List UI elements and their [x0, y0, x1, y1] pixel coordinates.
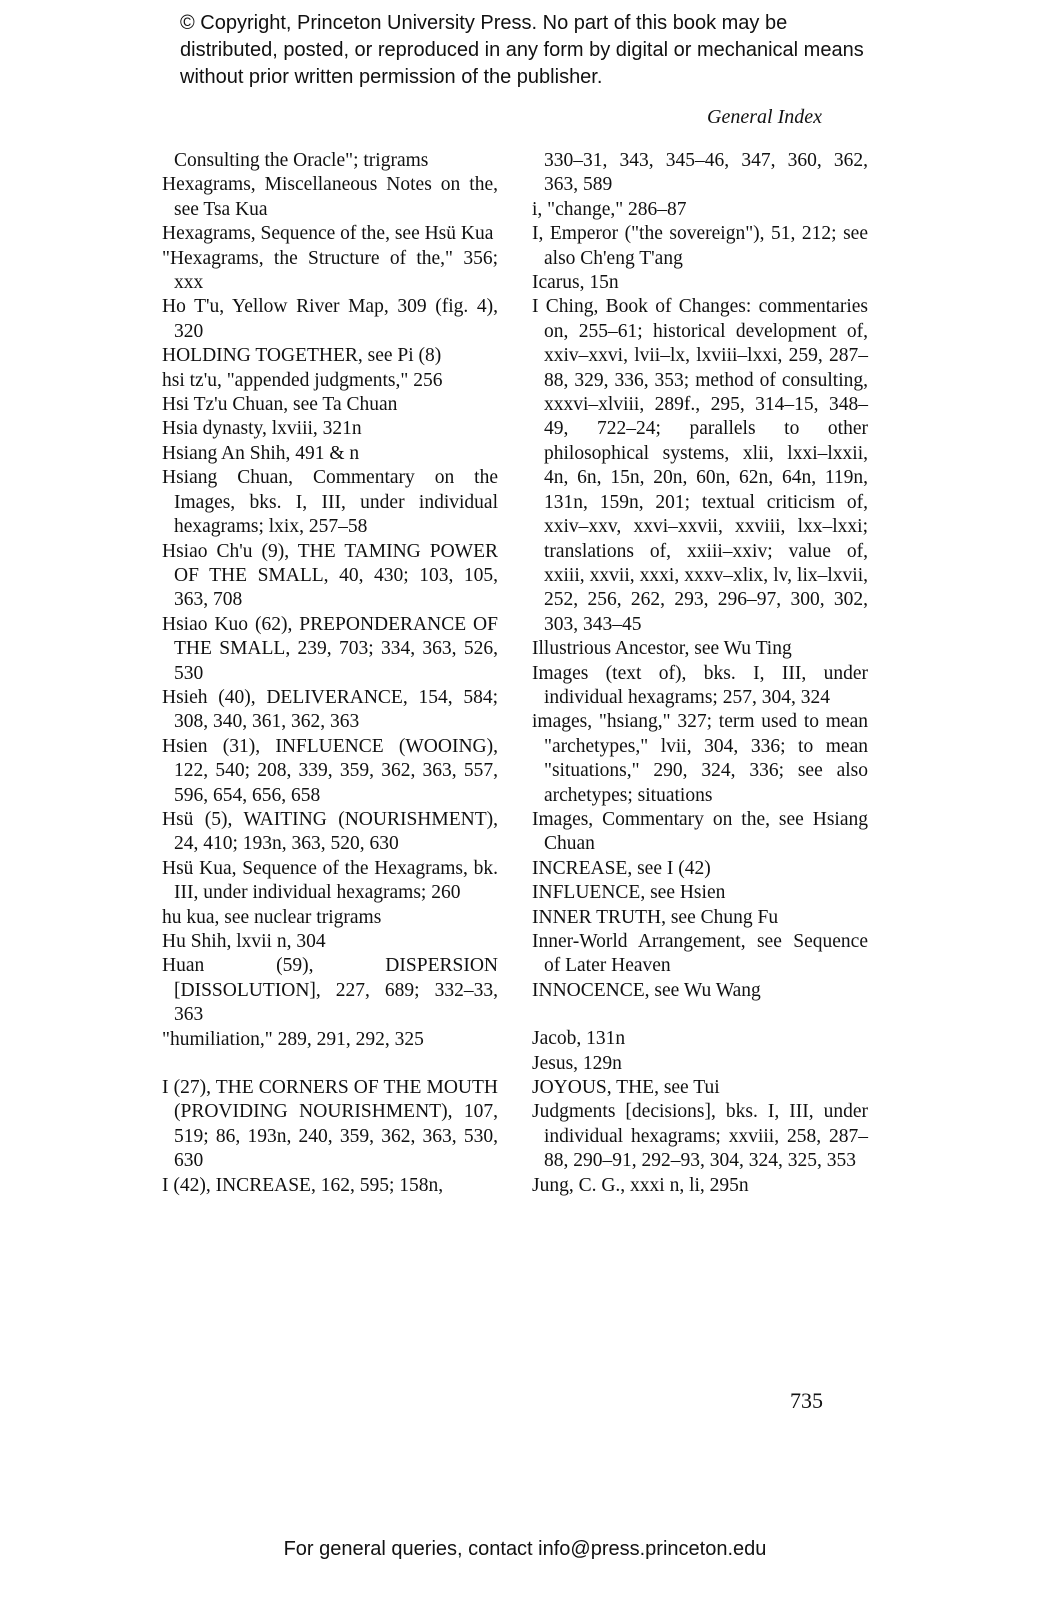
- index-entry: HOLDING TOGETHER, see Pi (8): [162, 345, 442, 367]
- index-gap: [162, 1052, 498, 1076]
- index-entry: Jung, C. G., xxxi n, li, 295n: [532, 1174, 749, 1196]
- index-entry: Consulting the Oracle"; trigrams: [174, 150, 429, 171]
- index-entry: INFLUENCE, see Hsien: [532, 882, 726, 904]
- index-entry: INNOCENCE, see Wu Wang: [532, 979, 761, 1001]
- index-entry: Jacob, 131n: [532, 1028, 626, 1050]
- index-entry: Hsia dynasty, lxviii, 321n: [162, 418, 362, 440]
- index-entry: 330–31, 343, 345–46, 347, 360, 362, 363, 589: [544, 150, 868, 196]
- index-entry: Huan (59), DISPERSION [DISSOLUTION], 227, 689; 332–33, 363: [162, 955, 498, 1026]
- index-entry: Hsiang An Shih, 491 & n: [162, 442, 360, 464]
- index-column-left: [162, 149, 498, 1198]
- index-gap: [532, 1003, 868, 1027]
- index-entry: Inner-World Arrangement, see Sequence of Later Heaven: [532, 931, 868, 977]
- index-entry: INNER TRUTH, see Chung Fu: [532, 906, 779, 928]
- footer-contact: For general queries, contact info@press.princeton.edu: [283, 1538, 767, 1560]
- index-entry: Judgments [decisions], bks. I, III, under individual hexagrams; xxviii, 258, 287–88, 290–91, 292–93, 304, 324, 325, 353: [532, 1101, 868, 1172]
- index-entry: Hsü (5), WAITING (NOURISHMENT), 24, 410; 193n, 363, 520, 630: [162, 808, 498, 855]
- index-entry: I, Emperor ("the sovereign"), 51, 212; see also Ch'eng T'ang: [532, 223, 868, 269]
- running-head: General Index: [707, 106, 822, 128]
- copyright-notice: © Copyright, Princeton University Press. No part of this book may be distributed, posted, or reproduced in any form by digital or mechanical means without prior written permission of the publisher.: [180, 12, 864, 88]
- index-entry: I (42), INCREASE, 162, 595; 158n,: [162, 1174, 444, 1196]
- index-entry: Hexagrams, Miscellaneous Notes on the, see Tsa Kua: [162, 174, 498, 220]
- index-entry: hu kua, see nuclear trigrams: [162, 906, 382, 928]
- index-entry: images, "hsiang," 327; term used to mean "archetypes," lvii, 304, 336; to mean "situations," 290, 324, 336; see also archetypes; situations: [532, 711, 868, 806]
- index-entry: Images (text of), bks. I, III, under individual hexagrams; 257, 304, 324: [532, 662, 868, 708]
- index-entry: Hsi Tz'u Chuan, see Ta Chuan: [162, 394, 398, 416]
- index-entry: "humiliation," 289, 291, 292, 325: [162, 1028, 424, 1050]
- index-entry: Jesus, 129n: [532, 1052, 622, 1074]
- index-entry: Ho T'u, Yellow River Map, 309 (fig. 4), 320: [162, 296, 498, 342]
- index-entry: Images, Commentary on the, see Hsiang Chuan: [532, 808, 868, 855]
- index-entry: JOYOUS, THE, see Tui: [532, 1077, 720, 1099]
- index-entry: Hsiao Ch'u (9), THE TAMING POWER OF THE SMALL, 40, 430; 103, 105, 363, 708: [162, 540, 498, 611]
- index-entry: Hsien (31), INFLUENCE (WOOING), 122, 540; 208, 339, 359, 362, 363, 557, 596, 654, 656, 658: [162, 735, 498, 806]
- index-entry: Hsieh (40), DELIVERANCE, 154, 584; 308, 340, 361, 362, 363: [162, 686, 498, 733]
- index-entry: Hsiao Kuo (62), PREPONDERANCE OF THE SMALL, 239, 703; 334, 363, 526, 530: [162, 613, 498, 684]
- index-entry: INCREASE, see I (42): [532, 857, 711, 879]
- index-entry: Hsü Kua, Sequence of the Hexagrams, bk. III, under individual hexagrams; 260: [162, 857, 498, 904]
- page-number: 735: [790, 1388, 823, 1413]
- index-entry: I (27), THE CORNERS OF THE MOUTH (PROVIDING NOURISHMENT), 107, 519; 86, 193n, 240, 359, 362, 363, 530, 630: [162, 1077, 498, 1172]
- index-entry: I Ching, Book of Changes: commentaries on, 255–61; historical development of, xxiv–xxvi, lvii–lx, lxviii–lxxi, 259, 287–88, 329, 336, 353; method of consulting, xxxvi–xlviii, 289f., 295, 314–15, 348–49, 722–24; parallels to other philosophical systems, xlii, lxxi–lxxii, 4n, 6n, 15n, 20n, 60n, 62n, 64n, 119n, 131n, 159n, 201; textual criticism of, xxiv–xxv, xxvi–xxvii, xxviii, lxx–lxxi; translations of, xxiii–xxiv; value of, xxiii, xxvii, xxxi, xxxv–xlix, lv, lix–lxvii, 252, 256, 262, 293, 296–97, 300, 302, 303, 343–45: [532, 296, 868, 635]
- index-entry: Illustrious Ancestor, see Wu Ting: [532, 638, 792, 660]
- index-entry: i, "change," 286–87: [532, 198, 687, 220]
- index-column-right: [532, 149, 868, 1198]
- index-entry: Icarus, 15n: [532, 272, 619, 294]
- index-entry: Hexagrams, Sequence of the, see Hsü Kua: [162, 223, 494, 245]
- index-entry: Hu Shih, lxvii n, 304: [162, 931, 326, 952]
- index-entry: Hsiang Chuan, Commentary on the Images, bks. I, III, under individual hexagrams; lxix, 257–58: [162, 467, 498, 538]
- index-entry: hsi tz'u, "appended judgments," 256: [162, 369, 443, 391]
- index-entry: "Hexagrams, the Structure of the," 356; xxx: [162, 247, 498, 294]
